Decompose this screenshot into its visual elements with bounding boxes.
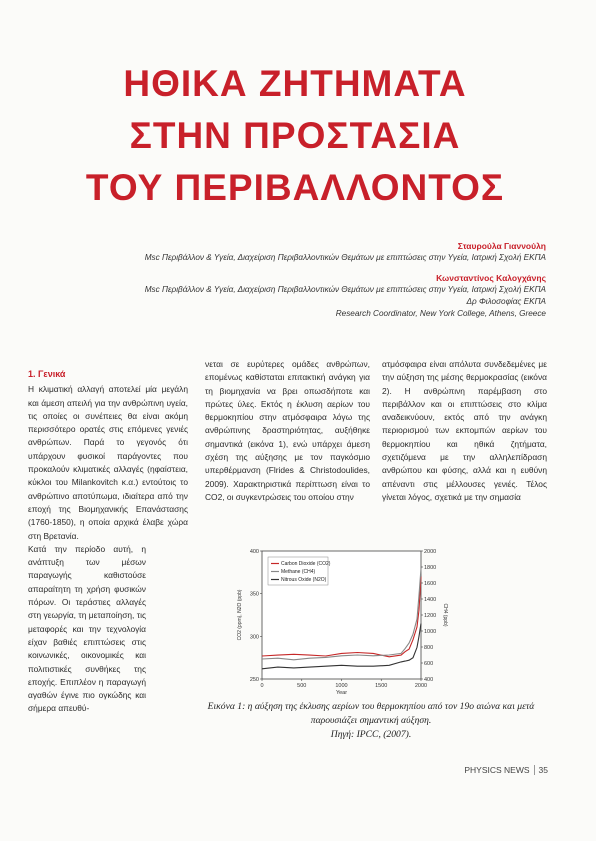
x-tick-label: 0 [260,683,264,689]
x-tick-label: 1500 [375,683,388,689]
page-number: 35 [534,765,548,775]
caption-line-2: παρουσιάζει σημαντική αύξηση. [310,715,432,726]
y-left-axis-label: CO2 (ppm), N2O (ppb) [237,589,243,641]
y-right-tick-label: 2000 [424,549,437,555]
x-tick-label: 2000 [414,683,428,689]
caption-line-1: Εικόνα 1: η αύξηση της έκλυσης αερίων του θερμοκηπίου από τον 19ο αιώνα και μετά [207,701,535,712]
y-right-tick-label: 1000 [424,629,437,635]
magazine-name: PHYSICS NEWS [464,765,530,775]
y-left-tick-label: 300 [249,634,259,641]
text-column-1 [28,358,188,716]
y-right-tick-label: 1200 [424,613,437,619]
legend-label-2: Nitrous Oxide (N2O) [281,577,327,583]
paragraph-column-2: νεται σε ευρύτερες ομάδες ανθρώπων, επομένως καθίσταται επιτακτική ανάγκη για τη βιομηχανία να βρει οπωσδήποτε και πρώτες ύλες. Εκτός η έκλυση αερίων του θερμοκηπίου στην ατμόσφαιρα λόγω της ανθρώπινης δραστηριότητας, αυξήθηκε σημαντικά (εικόνα 1), ενώ υπάρχει άμεση σχέση της αύξησης με τον παγκόσμιο υπερθέρμανση (Flrides & Christodoulides, 2009). Χαρακτηριστικά περίπτωση είναι το CO2, οι συγκεντρώσεις του οποίου στην [205,359,370,502]
legend-label-1: Methane (CH4) [281,569,316,575]
page-footer [464,765,548,775]
caption-source: Πηγή: IPCC, (2007). [330,729,412,740]
author-name-2: Κωνσταντίνος Καλογχάνης [436,273,546,283]
title-line-3: ΤΟΥ ΠΕΡΙΒΑΛΛΟΝΤΟΣ [85,167,505,208]
article-title [60,58,530,214]
y-right-axis-label: CH4 (ppb) [442,603,448,627]
y-left-tick-label: 250 [249,677,259,683]
title-line-1: ΗΘΙΚΑ ΖΗΤΗΜΑΤΑ [123,63,467,104]
y-right-tick-label: 800 [424,645,434,651]
paragraph-column-3: ατμόσφαιρα είναι απόλυτα συνδεδεμένες με την αύξηση της μέσης θερμοκρασίας (εικόνα 2). Η ανθρώπινη παρέμβαση στο περιβάλλον και οι επιπτώσεις στο κλίμα αναδεικνύουν, εκτός από την ανάγκη περιορισμού των εκπομπών αερίων του θερμοκηπίου και ηθικά ζητήματα, σχετιζόμενα με την αλληλεπίδραση ανθρώπου και φύσης, αλλά και η ευθύνη απέναντι στις μέλλουσες γενιές. Τέλος γίνεται λόγος, σχετικά με την σημασία [382,359,547,502]
text-column-2 [205,358,370,504]
author-block [145,240,546,320]
y-left-tick-label: 350 [249,591,259,598]
y-right-tick-label: 1600 [424,581,437,587]
author-affiliation-1: Msc Περιβάλλον & Υγεία, Διαχείριση Περιβαλλοντικών Θεμάτων με επιπτώσεις στην Υγεία, Ιατρική Σχολή ΕΚΠΑ [144,253,546,262]
x-axis-label: Year [335,690,348,696]
paragraph-intro-continued: Κατά την περίοδο αυτή, η ανάπτυξη των μέσων παραγωγής καθιστούσε απαραίτητη τη χρήση φυσικών πόρων. Οι τεράστιες αλλαγές στη γεωργία, τη μεταποίηση, τις μεταφορές και την τεχνολογία είχαν βαθιές επιπτώσεις στις κοινωνικές, οικονομικές και πολιτιστικές συνθήκες της εποχής. Επιπλέον η παραγωγή αγαθών έγινε πιο ογκώδης και σήμερα απευθύ- [28,543,146,714]
x-tick-label: 500 [297,683,307,689]
author-affiliation-2c: Research Coordinator, New York College, Athens, Greece [335,309,546,318]
figure-1 [232,545,447,697]
text-column-3 [382,358,547,504]
legend-label-0: Carbon Dioxide (CO2) [281,561,331,567]
y-right-tick-label: 600 [424,661,434,667]
y-right-tick-label: 1800 [424,565,437,571]
y-right-tick-label: 400 [424,677,434,683]
author-affiliation-2a: Msc Περιβάλλον & Υγεία, Διαχείριση Περιβαλλοντικών Θεμάτων με επιπτώσεις στην Υγεία, Ιατρική Σχολή ΕΚΠΑ [144,285,546,294]
author-name-1: Σταυρούλα Γιαννούλη [457,241,546,251]
author-affiliation-2b: Δρ Φιλοσοφίας ΕΚΠΑ [466,297,546,306]
greenhouse-gas-chart [232,545,447,697]
title-line-2: ΣΤΗΝ ΠΡΟΣΤΑΣΙΑ [129,115,461,156]
y-left-tick-label: 400 [249,549,259,555]
x-tick-label: 1000 [335,683,348,689]
paragraph-intro: Η κλιματική αλλαγή αποτελεί μία μεγάλη και άμεση απειλή για την ανθρώπινη υγεία, τις οποίες οι συνέπειες θα είναι ακόμη περισσότερο ορατές στις επόμενες γενιές ανθρώπων. Παρά το γεγονός ότι υπάρχουν φυσικοί παράγοντες που προκαλούν κλιματικές αλλαγές (ηφαίστεια, κύκλοι του Milankovitch κ.α.) εντούτοις το ανθρώπινο αποτύπωμα, ιδιαίτερα από την εποχή της Βιομηχανικής Επανάστασης (1760-1850), η οποία αρχικά έλαβε χώρα στη Βρετανία. [28,384,188,541]
section-heading: 1. Γενικά [28,369,66,379]
y-right-tick-label: 1400 [424,597,437,603]
figure-caption [200,700,542,742]
